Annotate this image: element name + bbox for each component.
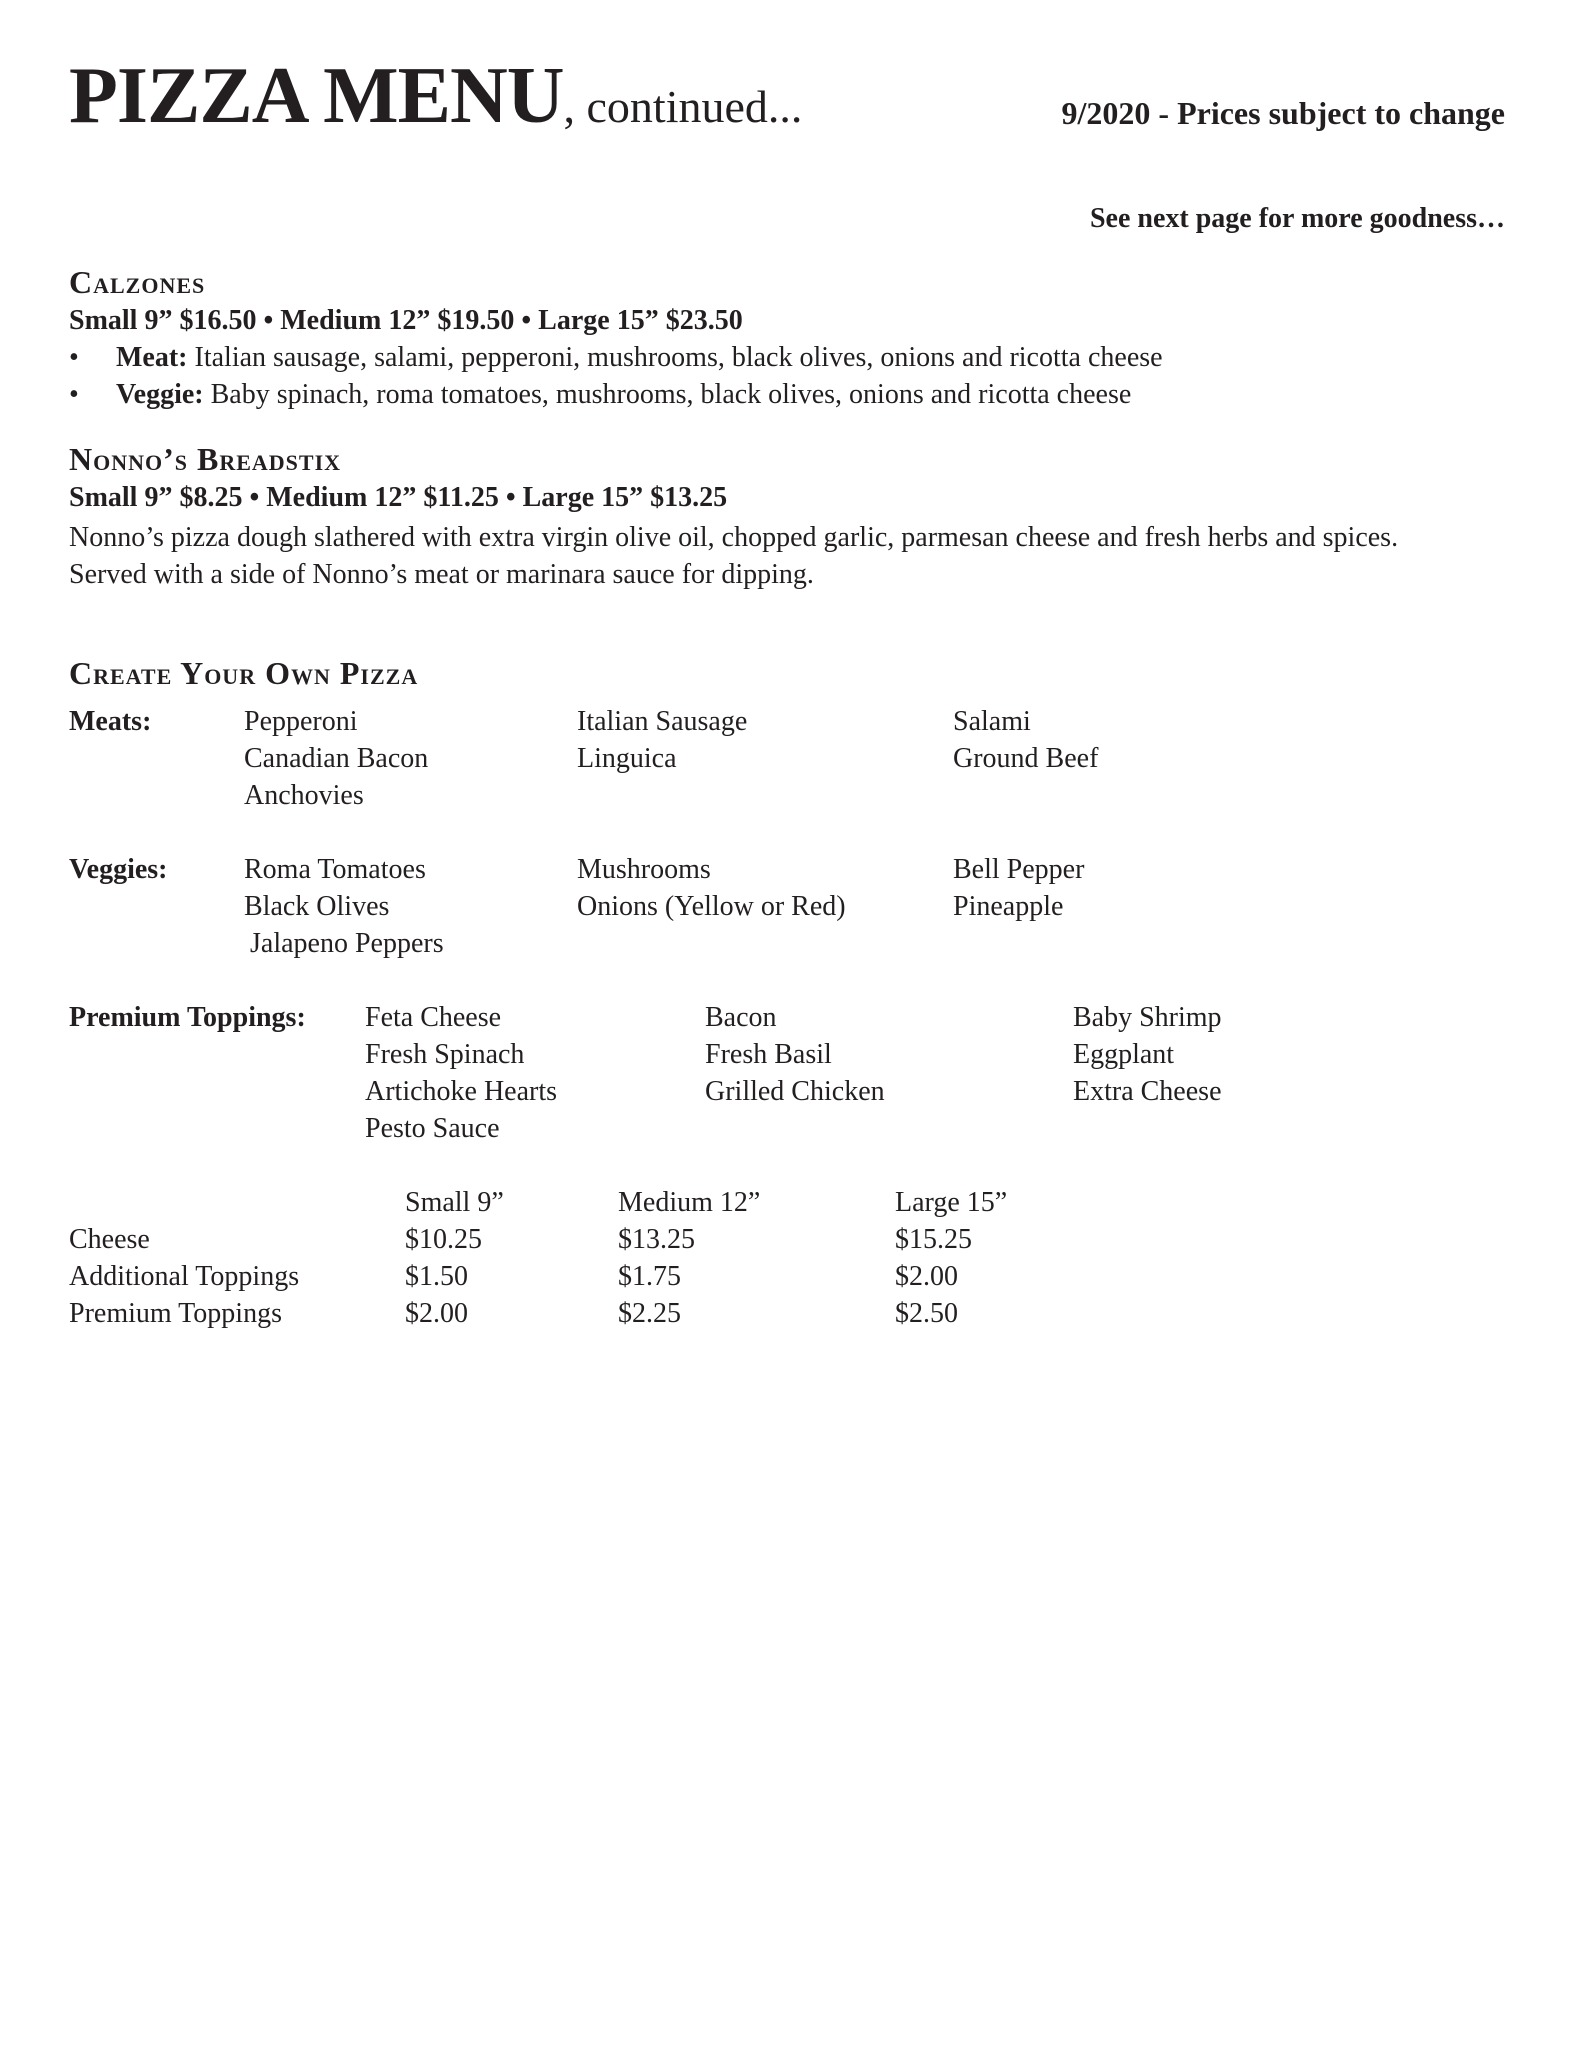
table-row-label: Additional Toppings bbox=[69, 1261, 300, 1292]
list-item: Pepperoni bbox=[244, 706, 358, 737]
breadstix-heading: Nonno’s Breadstix bbox=[69, 441, 342, 477]
list-item: Italian Sausage bbox=[577, 706, 748, 737]
list-item: Baby Shrimp bbox=[1073, 1002, 1222, 1033]
table-row-label: Cheese bbox=[69, 1224, 150, 1255]
table-header-medium: Medium 12” bbox=[618, 1187, 761, 1218]
table-cell: $2.00 bbox=[895, 1261, 958, 1292]
list-item bbox=[69, 342, 1469, 376]
table-header-small: Small 9” bbox=[405, 1187, 504, 1218]
list-item: Onions (Yellow or Red) bbox=[577, 891, 846, 922]
list-item bbox=[69, 379, 1469, 413]
list-item: Fresh Spinach bbox=[365, 1039, 525, 1070]
premium-toppings-label: Premium Toppings: bbox=[69, 1002, 306, 1033]
page-title bbox=[69, 52, 803, 140]
table-cell: $1.75 bbox=[618, 1261, 681, 1292]
list-item: Eggplant bbox=[1073, 1039, 1175, 1070]
title-subtitle: , continued... bbox=[563, 81, 803, 132]
item-description: Italian sausage, salami, pepperoni, mushrooms, black olives, onions and ricotta cheese bbox=[187, 342, 1163, 373]
list-item: Black Olives bbox=[244, 891, 390, 922]
calzones-prices: Small 9” $16.50 • Medium 12” $19.50 • Large 15” $23.50 bbox=[69, 305, 743, 336]
table-cell: $1.50 bbox=[405, 1261, 468, 1292]
list-item: Extra Cheese bbox=[1073, 1076, 1222, 1107]
table-header-large: Large 15” bbox=[895, 1187, 1008, 1218]
table-row-label: Premium Toppings bbox=[69, 1298, 282, 1329]
title-text: PIZZA MENU bbox=[69, 52, 564, 140]
table-cell: $13.25 bbox=[618, 1224, 695, 1255]
bullet: • bbox=[69, 342, 79, 373]
breadstix-description: Nonno’s pizza dough slathered with extra virgin olive oil, chopped garlic, parmesan cheese and fresh herbs and spices. Served with a side of Nonno’s meat or marinara sauce for dipping. bbox=[69, 522, 1399, 590]
list-item: Grilled Chicken bbox=[705, 1076, 885, 1107]
table-cell: $15.25 bbox=[895, 1224, 972, 1255]
table-cell: $10.25 bbox=[405, 1224, 482, 1255]
table-cell: $2.00 bbox=[405, 1298, 468, 1329]
list-item: Feta Cheese bbox=[365, 1002, 502, 1033]
create-your-own-heading: Create Your Own Pizza bbox=[69, 655, 419, 691]
date-note: 9/2020 - Prices subject to change bbox=[1061, 95, 1505, 131]
next-page-note: See next page for more goodness… bbox=[1089, 203, 1505, 234]
list-item: Pesto Sauce bbox=[365, 1113, 500, 1144]
list-item: Fresh Basil bbox=[705, 1039, 832, 1070]
calzones-heading: Calzones bbox=[69, 264, 206, 300]
breadstix-prices: Small 9” $8.25 • Medium 12” $11.25 • Large 15” $13.25 bbox=[69, 482, 728, 513]
list-item: Bacon bbox=[705, 1002, 777, 1033]
table-cell: $2.50 bbox=[895, 1298, 958, 1329]
list-item: Linguica bbox=[577, 743, 677, 774]
list-item: Mushrooms bbox=[577, 854, 711, 885]
list-item: Bell Pepper bbox=[953, 854, 1085, 885]
list-item: Anchovies bbox=[244, 780, 364, 811]
list-item: Ground Beef bbox=[953, 743, 1099, 774]
item-name: Meat: bbox=[116, 342, 188, 373]
list-item: Salami bbox=[953, 706, 1031, 737]
veggies-label: Veggies: bbox=[69, 854, 168, 885]
list-item: Artichoke Hearts bbox=[365, 1076, 558, 1107]
bullet: • bbox=[69, 379, 79, 410]
meats-label: Meats: bbox=[69, 706, 152, 737]
item-name: Veggie: bbox=[116, 379, 204, 410]
list-item: Pineapple bbox=[953, 891, 1064, 922]
item-description: Baby spinach, roma tomatoes, mushrooms, black olives, onions and ricotta cheese bbox=[203, 379, 1132, 410]
table-cell: $2.25 bbox=[618, 1298, 681, 1329]
list-item: Roma Tomatoes bbox=[244, 854, 426, 885]
list-item: Canadian Bacon bbox=[244, 743, 429, 774]
list-item: Jalapeno Peppers bbox=[250, 928, 444, 959]
